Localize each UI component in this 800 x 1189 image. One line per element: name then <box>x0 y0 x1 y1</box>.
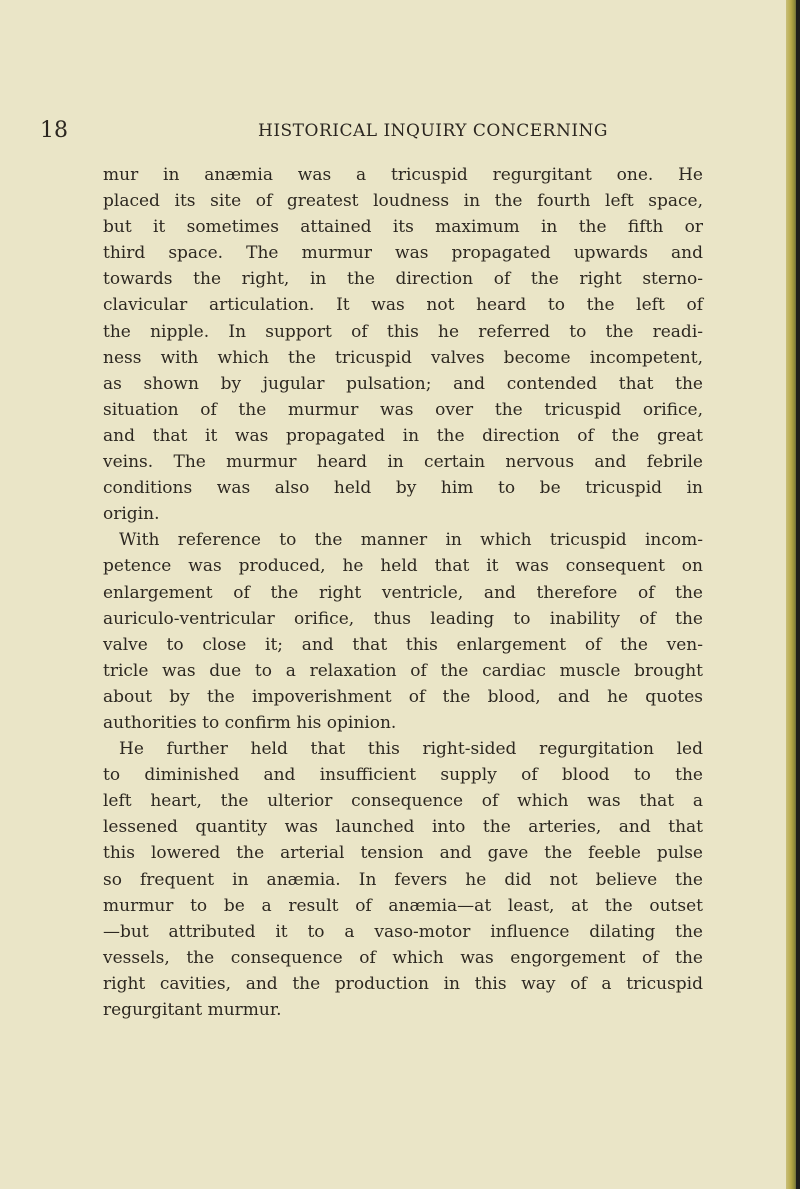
text-line: this lowered the arterial tension and gave the feeble pulse <box>103 843 703 864</box>
text-line: With reference to the manner in which tricuspid incom- <box>119 530 703 551</box>
text-line: to diminished and insufficient supply of blood to the <box>103 765 703 786</box>
text-line: authorities to confirm his opinion. <box>103 712 397 733</box>
text-line: He further held that this right-sided regurgitation led <box>119 739 703 760</box>
text-line: the nipple. In support of this he referred to the readi- <box>103 321 703 342</box>
text-line: but it sometimes attained its maximum in the fifth or <box>103 217 703 238</box>
text-line: third space. The murmur was propagated upwards and <box>103 243 703 264</box>
text-line: left heart, the ulterior consequence of which was that a <box>103 791 703 812</box>
text-line: right cavities, and the production in this way of a tricuspid <box>103 973 703 994</box>
text-line: as shown by jugular pulsation; and contended that the <box>103 373 703 394</box>
text-line: petence was produced, he held that it was consequent on <box>103 556 703 577</box>
text-line: veins. The murmur heard in certain nervous and febrile <box>103 452 703 473</box>
running-head: HISTORICAL INQUIRY CONCERNING <box>258 121 609 141</box>
binding-shadow <box>796 0 800 1189</box>
text-line: enlargement of the right ventricle, and therefore of the <box>103 582 703 603</box>
body-text <box>103 162 703 1023</box>
text-line: and that it was propagated in the direction of the great <box>103 425 703 446</box>
text-line: placed its site of greatest loudness in the fourth left space, <box>103 191 703 212</box>
text-line: murmur to be a result of anæmia—at least, at the outset <box>103 895 703 916</box>
text-line: towards the right, in the direction of the right sterno- <box>103 269 703 290</box>
text-line: vessels, the consequence of which was engorgement of the <box>103 947 703 968</box>
text-line: situation of the murmur was over the tricuspid orifice, <box>103 399 703 420</box>
text-line: regurgitant murmur. <box>103 1000 282 1020</box>
text-line: valve to close it; and that this enlargement of the ven- <box>103 634 703 655</box>
text-line: auriculo-ventricular orifice, thus leading to inability of the <box>103 608 703 629</box>
text-line: origin. <box>103 504 160 525</box>
text-line: lessened quantity was launched into the arteries, and that <box>103 817 703 838</box>
text-line: so frequent in anæmia. In fevers he did not believe the <box>103 869 703 890</box>
text-line: clavicular articulation. It was not heard to the left of <box>103 295 703 316</box>
page-number: 18 <box>40 118 68 143</box>
text-line: ness with which the tricuspid valves become incompetent, <box>103 347 703 368</box>
text-line: —but attributed it to a vaso-motor influence dilating the <box>103 921 703 942</box>
page-header <box>40 118 740 148</box>
text-line: conditions was also held by him to be tricuspid in <box>103 478 703 499</box>
text-line: about by the impoverishment of the blood, and he quotes <box>103 686 703 707</box>
text-line: tricle was due to a relaxation of the cardiac muscle brought <box>103 660 703 681</box>
text-line: mur in anæmia was a tricuspid regurgitant one. He <box>103 165 703 185</box>
